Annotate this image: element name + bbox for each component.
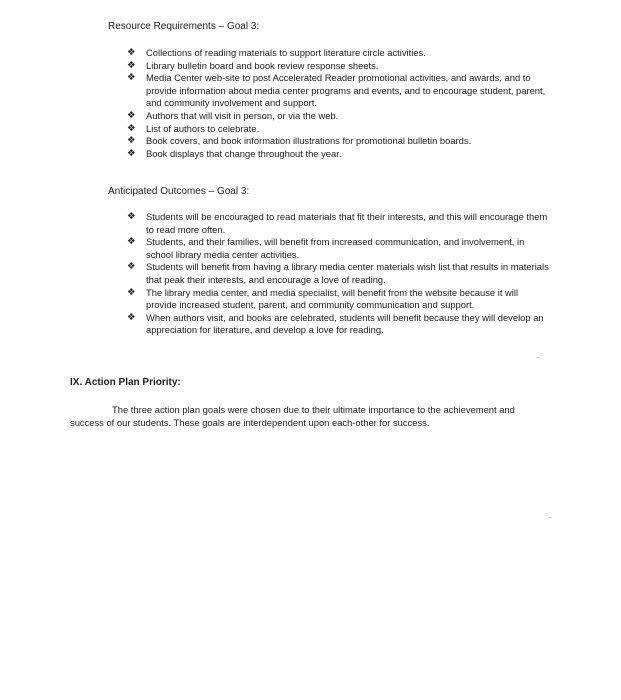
list-item [121, 312, 551, 337]
list-item [121, 47, 551, 60]
list-item [121, 287, 551, 312]
action-plan-priority-paragraph: The three action plan goals were chosen due to their ultimate importance to the achievement and success of our students. These goals are interdependent upon each-other for success. [70, 404, 515, 428]
list-item [121, 148, 551, 161]
diamond-bullet-icon: ❖ [127, 147, 136, 159]
scan-speck [549, 517, 551, 518]
list-item-text: Media Center web-site to post Accelerated Reader promotional activities, and awards, and to provide information about media center programs and events, and to encourage student, parent, and community involvement and support. [146, 72, 546, 109]
list-item-text: When authors visit, and books are celebrated, students will benefit because they will develop an appreciation for literature, and develop a love for reading. [146, 311, 544, 336]
diamond-bullet-icon: ❖ [127, 286, 136, 298]
diamond-bullet-icon: ❖ [127, 72, 136, 84]
list-item [121, 60, 551, 73]
list-item-text: Students will be encouraged to read materials that fit their interests, and this will encourage them to read more often. [146, 211, 548, 235]
list-item [121, 72, 551, 110]
resource-requirements-heading: Resource Requirements – Goal 3: [108, 21, 260, 32]
list-item [121, 261, 551, 286]
list-item [121, 110, 551, 123]
list-item-text: Book displays that change throughout the year. [146, 147, 342, 159]
action-plan-priority-heading: IX. Action Plan Priority: [70, 377, 181, 388]
list-item-text: Students, and their families, will benefit from increased communication, and involvement, in school library media center activities. [146, 236, 525, 260]
list-item [121, 211, 551, 236]
diamond-bullet-icon: ❖ [127, 135, 136, 147]
list-item-text: Authors that will visit in person, or via the web. [146, 109, 339, 121]
diamond-bullet-icon: ❖ [127, 59, 136, 71]
scan-speck [537, 357, 539, 358]
list-item-text: The library media center, and media specialist, will benefit from the website because it will provide increased student, parent, and community communication and support. [146, 286, 519, 311]
diamond-bullet-icon: ❖ [127, 122, 136, 134]
diamond-bullet-icon: ❖ [127, 211, 136, 222]
list-item-text: Collections of reading materials to support literature circle activities. [146, 47, 426, 58]
list-item [121, 123, 551, 136]
diamond-bullet-icon: ❖ [127, 109, 136, 121]
diamond-bullet-icon: ❖ [127, 47, 136, 58]
list-item-text: List of authors to celebrate. [146, 122, 260, 134]
anticipated-outcomes-heading: Anticipated Outcomes – Goal 3: [108, 186, 250, 197]
list-item [121, 135, 551, 148]
list-item-text: Students will benefit from having a library media center materials wish list that results in materials that peak their interests, and encourage a love of reading. [146, 261, 549, 285]
diamond-bullet-icon: ❖ [127, 236, 136, 248]
diamond-bullet-icon: ❖ [127, 311, 136, 323]
list-item-text: Book covers, and book information illustrations for promotional bulletin boards. [146, 135, 472, 147]
list-item [121, 236, 551, 261]
anticipated-outcomes-list [121, 211, 551, 337]
resource-requirements-list [121, 47, 551, 160]
diamond-bullet-icon: ❖ [127, 261, 136, 273]
list-item-text: Library bulletin board and book review response sheets. [146, 59, 379, 71]
